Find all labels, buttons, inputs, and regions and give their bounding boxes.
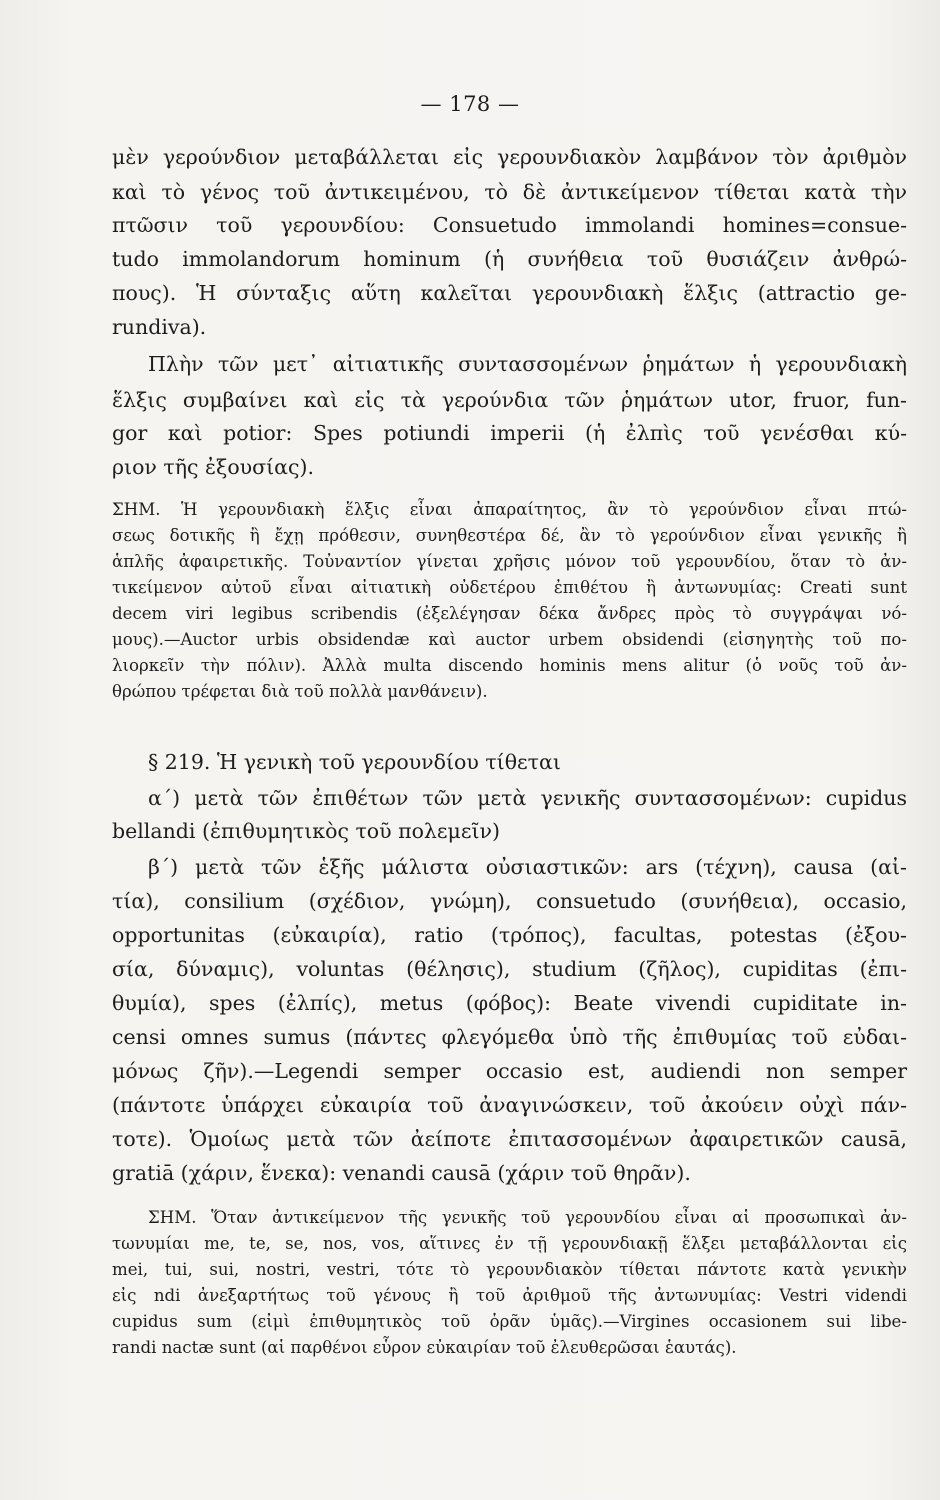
text-line: β´) μετὰ τῶν ἑξῆς μάλιστα οὐσιαστικῶν: ars (τέχνη), causa (αἰ- [148,855,907,879]
text-line: α´) μετὰ τῶν ἐπιθέτων τῶν μετὰ γενικῆς συντασσομένων: cupidus [148,786,907,810]
note-line: εἰς ndi ἀνεξαρτήτως τοῦ γένους ἢ τοῦ ἀριθμοῦ τῆς ἀντωνυμίας: Vestri videndi [112,1286,907,1305]
text-line: πους). Ἡ σύνταξις αὕτη καλεῖται γερουνδιακὴ ἕλξις (attractio ge- [112,281,907,305]
text-line: Πλὴν τῶν μετ᾽ αἰτιατικῆς συντασσομένων ῥημάτων ἡ γερουνδιακὴ [148,352,907,376]
text-line: ριον τῆς ἐξουσίας). [112,455,314,479]
note-line: τικείμενον αὐτοῦ εἶναι αἰτιατικὴ οὐδετέρου ἐπιθέτου ἢ ἀντωνυμίας: Creati sunt [112,578,907,597]
text-line: μὲν γερούνδιον μεταβάλλεται εἰς γερουνδιακὸν λαμβάνον τὸν ἀριθμὸν [112,145,907,169]
note-line: τωνυμίαι me, te, se, nos, vos, αἵτινες ἐν τῇ γερουνδιακῇ ἕλξει μεταβάλλονται εἰς [112,1234,907,1253]
text-line: gor καὶ potior: Spes potiundi imperii (ἡ ἐλπὶς τοῦ γενέσθαι κύ- [112,421,907,445]
text-line: (πάντοτε ὑπάρχει εὐκαιρία τοῦ ἀναγινώσκειν, τοῦ ἀκούειν οὐχὶ πάν- [112,1093,907,1117]
text-line: gratiā (χάριν, ἕνεκα): venandi causā (χάριν τοῦ θηρᾶν). [112,1161,691,1185]
note-line: ΣΗΜ. Ὅταν ἀντικείμενον τῆς γενικῆς τοῦ γερουνδίου εἶναι αἱ προσωπικαὶ ἀν- [148,1208,907,1227]
note-line: mei, tui, sui, nostri, vestri, τότε τὸ γερουνδιακὸν τίθεται πάντοτε κατὰ γενικὴν [112,1260,907,1279]
note-line: λιορκεῖν τὴν πόλιν). Ἀλλὰ multa discendo hominis mens alitur (ὁ νοῦς τοῦ ἀν- [112,656,907,675]
text-line: σία, δύναμις), voluntas (θέλησις), studium (ζῆλος), cupiditas (ἐπι- [112,957,907,981]
text-line: μόνως ζῆν).—Legendi semper occasio est, audiendi non semper [112,1059,907,1083]
note-line: θρώπου τρέφεται διὰ τοῦ πολλὰ μανθάνειν). [112,682,488,701]
text-line: rundiva). [112,315,207,339]
text-line: tudo immolandorum hominum (ἡ συνήθεια τοῦ θυσιάζειν ἀνθρώ- [112,247,907,271]
note-line: decem viri legibus scribendis (ἐξελέγησαν δέκα ἄνδρες πρὸς τὸ συγγράψαι νό- [112,604,907,623]
text-line: bellandi (ἐπιθυμητικὸς τοῦ πολεμεῖν) [112,819,500,843]
page-number: — 178 — [420,92,520,116]
text-line: ἕλξις συμβαίνει καὶ εἰς τὰ γερούνδια τῶν ῥημάτων utor, fruor, fun- [112,388,907,412]
text-line: τοτε). Ὁμοίως μετὰ τῶν ἀείποτε ἐπιτασσομένων ἀφαιρετικῶν causā, [112,1127,907,1151]
note-line: μους).—Auctor urbis obsidendæ καὶ auctor urbem obsidendi (εἰσηγητὴς τοῦ πο- [112,630,907,649]
text-line: καὶ τὸ γένος τοῦ ἀντικειμένου, τὸ δὲ ἀντικείμενον τίθεται κατὰ τὴν [112,180,907,204]
text-line: censi omnes sumus (πάντες φλεγόμεθα ὑπὸ τῆς ἐπιθυμίας τοῦ εὐδαι- [112,1025,907,1049]
text-line: opportunitas (εὐκαιρία), ratio (τρόπος), facultas, potestas (ἐξου- [112,923,907,947]
text-line: τία), consilium (σχέδιον, γνώμη), consuetudo (συνήθεια), occasio, [112,889,907,913]
note-line: ΣΗΜ. Ἡ γερουνδιακὴ ἕλξις εἶναι ἀπαραίτητος, ἂν τὸ γερούνδιον εἶναι πτώ- [112,500,907,519]
note-line: ἁπλῆς ἀφαιρετικῆς. Τοὐναντίον γίνεται χρῆσις μόνον τοῦ γερουνδίου, ὅταν τὸ ἀν- [112,552,907,571]
note-line: cupidus sum (εἰμὶ ἐπιθυμητικὸς τοῦ ὁρᾶν ὑμᾶς).—Virgines occasionem sui libe- [112,1312,907,1331]
text-line: θυμία), spes (ἐλπίς), metus (φόβος): Beate vivendi cupiditate in- [112,991,907,1015]
note-line: σεως δοτικῆς ἢ ἔχῃ πρόθεσιν, συνηθεστέρα δέ, ἂν τὸ γερούνδιον εἶναι γενικῆς ἢ [112,526,907,545]
text-line: § 219. Ἡ γενικὴ τοῦ γερουνδίου τίθεται [148,750,561,774]
text-line: πτῶσιν τοῦ γερουνδίου: Consuetudo immolandi homines=consue- [112,213,907,237]
note-line: randi nactæ sunt (αἱ παρθένοι εὗρον εὐκαιρίαν τοῦ ἐλευθερῶσαι ἑαυτάς). [112,1338,737,1357]
